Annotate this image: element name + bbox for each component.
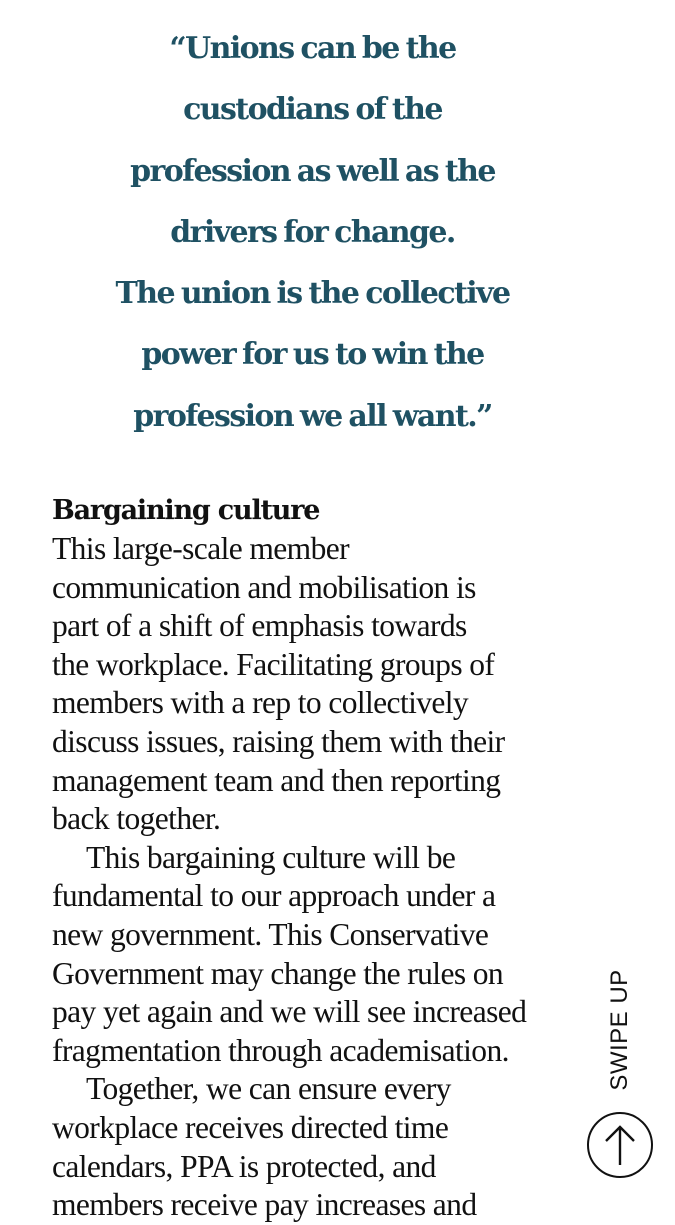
paragraph-line: workplace receives directed time — [52, 1109, 449, 1145]
swipe-up-label[interactable]: SWIPE UP — [606, 969, 633, 1091]
paragraph-line: This bargaining culture will be — [86, 839, 456, 875]
paragraph-line: discuss issues, raising them with their — [52, 723, 505, 759]
paragraph-line: fragmentation through academisation. — [52, 1032, 509, 1068]
paragraph-line: management team and then reporting — [52, 762, 501, 798]
section-heading: Bargaining culture — [52, 495, 320, 526]
quote-line: custodians of the — [183, 92, 442, 128]
quote-line: profession as well as the — [130, 153, 495, 189]
paragraph-line: communication and mobilisation is — [52, 569, 476, 605]
quote-line: “Unions can be the — [169, 31, 456, 66]
arrow-up-icon — [602, 1123, 638, 1167]
paragraph-line: members receive pay increases and — [52, 1187, 477, 1223]
body-paragraph — [52, 839, 582, 1071]
paragraph-line: fundamental to our approach under a — [52, 878, 496, 914]
paragraph-line: pay yet again and we will see increased — [52, 994, 527, 1030]
paragraph-line: This large-scale member — [52, 531, 349, 566]
quote-line: The union is the collective — [115, 276, 510, 312]
pull-quote — [60, 18, 565, 447]
quote-line: power for us to win the — [141, 337, 484, 373]
body-paragraph — [52, 1070, 582, 1224]
quote-line: profession we all want.” — [133, 398, 492, 434]
paragraph-line: part of a shift of emphasis towards — [52, 608, 467, 644]
paragraph-line: members with a rep to collectively — [52, 685, 469, 721]
paragraph-line: Together, we can ensure every — [86, 1071, 451, 1107]
swipe-up-button[interactable] — [587, 1112, 653, 1178]
body-paragraph — [52, 530, 582, 839]
paragraph-line: calendars, PPA is protected, and — [52, 1148, 436, 1184]
paragraph-line: Government may change the rules on — [52, 955, 504, 991]
paragraph-line: back together. — [52, 801, 221, 837]
article-body — [52, 492, 582, 1225]
paragraph-line: the workplace. Facilitating groups of — [52, 646, 495, 682]
quote-line: drivers for change. — [170, 214, 455, 250]
paragraph-line: new government. This Conservative — [52, 916, 489, 952]
